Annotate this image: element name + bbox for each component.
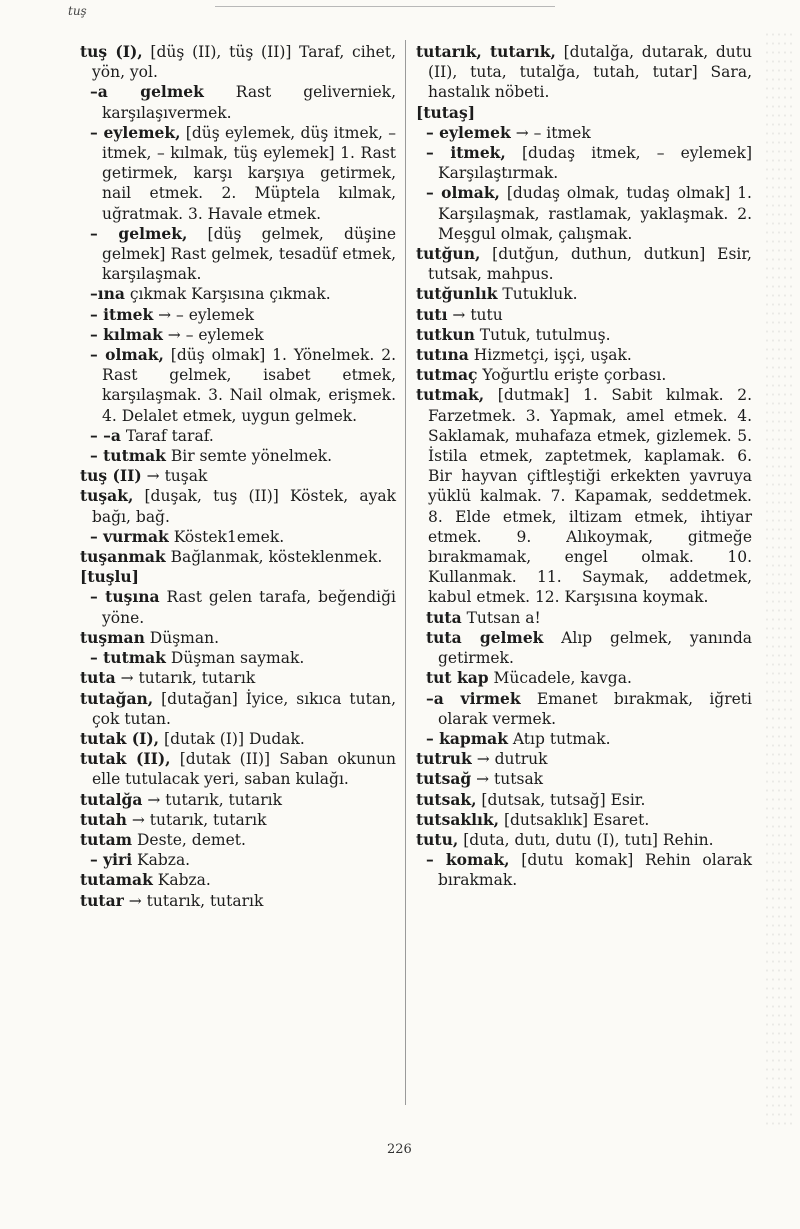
dictionary-entry	[80, 628, 396, 648]
page-number: 226	[387, 1142, 412, 1157]
top-rule	[215, 6, 555, 7]
headword: – tutmak	[90, 648, 166, 668]
headword: tuta gelmek	[426, 627, 544, 647]
dictionary-entry	[416, 810, 752, 830]
headword: – olmak,	[90, 345, 164, 365]
sub-entry	[80, 426, 396, 446]
headword: [tuşlu]	[80, 567, 139, 587]
definition: [duşak, tuş (II)] Köstek, ayak bağı, bağ.	[92, 487, 396, 526]
sub-entry	[416, 729, 752, 749]
definition: [düş (II), tüş (II)] Taraf, cihet, yön, yol.	[92, 43, 396, 82]
sub-entry	[80, 224, 396, 285]
definition: [duta, dutı, dutu (I), tutı] Rehin.	[458, 830, 714, 849]
headword: – –a	[90, 425, 121, 445]
headword: tuşak,	[80, 486, 134, 506]
headword: – kılmak	[90, 324, 163, 344]
headword: tutğunlık	[416, 284, 498, 304]
headword: tutsak,	[416, 789, 477, 809]
column-divider	[405, 40, 406, 1105]
definition: → tutarık, tutarık	[115, 669, 256, 688]
dictionary-entry	[416, 284, 752, 304]
headword: tuş (II)	[80, 466, 142, 486]
headword: – tutmak	[90, 446, 166, 466]
headword: tutmak,	[416, 385, 485, 405]
sub-entry	[416, 608, 752, 628]
sub-entry	[80, 305, 396, 325]
headword: tutam	[80, 829, 133, 849]
sub-entry	[80, 446, 396, 466]
sub-entry	[80, 123, 396, 224]
sub-entry	[416, 850, 752, 890]
dictionary-entry	[416, 385, 752, 607]
definition: [dutak (I)] Dudak.	[159, 729, 305, 748]
definition: Bir semte yönelmek.	[165, 447, 333, 466]
headword: [tutaş]	[416, 102, 476, 122]
headword: tutak (II),	[80, 749, 171, 769]
headword: tutamak	[80, 870, 153, 890]
headword: – gelmek,	[90, 223, 188, 243]
sub-entry	[416, 689, 752, 729]
definition: [düş eylemek, düş itmek, – itmek, – kılmak, tüş eylemek] 1. Rast getirmek, karşı karşıya getirmek, nail etmek. 2. Müptela kılmak, uğratmak. 3. Havale etmek.	[102, 123, 396, 223]
dictionary-entry	[416, 345, 752, 365]
definition: [düş olmak] 1. Yönelmek. 2. Rast gelmek, isabet etmek, karşılaşmak. 3. Nail olmak, erişmek. 4. Delalet etmek, uygun gelmek.	[102, 346, 397, 425]
dictionary-entry	[416, 769, 752, 789]
headword: tuta	[80, 668, 116, 688]
definition: → – itmek	[510, 123, 591, 142]
dictionary-entry	[416, 749, 752, 769]
headword: – tuşına	[90, 587, 160, 607]
definition: [düş gelmek, düşine gelmek] Rast gelmek, tesadüf etmek, karşılaşmak.	[102, 224, 396, 284]
sub-entry	[416, 668, 752, 688]
headword: tutu,	[416, 829, 459, 849]
headword: tutı	[416, 304, 448, 324]
definition: Kabza.	[132, 851, 191, 870]
margin-speckle	[764, 30, 794, 1130]
dictionary-entry	[416, 244, 752, 284]
headword: tutmaç	[416, 365, 478, 385]
definition: [dutalğa, dutarak, dutu (II), tuta, tutalğa, tutah, tutar] Sara, hastalık nöbeti.	[428, 43, 752, 102]
dictionary-entry	[80, 749, 396, 789]
dictionary-entry	[80, 567, 396, 587]
headword: tutruk	[416, 749, 472, 769]
definition: Mücadele, kavga.	[488, 669, 632, 688]
headword: – kapmak	[426, 728, 508, 748]
dictionary-entry	[416, 830, 752, 850]
headword: tutına	[416, 345, 469, 365]
definition: → tutsak	[471, 770, 544, 789]
dictionary-entry	[80, 810, 396, 830]
definition: → tutarık, tutarık	[126, 810, 267, 829]
dictionary-entry	[80, 486, 396, 526]
headword: tutak (I),	[80, 728, 160, 748]
definition: Tutukluk.	[497, 285, 578, 304]
right-column	[416, 42, 752, 891]
dictionary-entry	[80, 729, 396, 749]
headword: tutar	[80, 890, 124, 910]
headword: tutsağ	[416, 769, 472, 789]
headword: – komak,	[426, 850, 510, 870]
sub-entry	[80, 82, 396, 122]
dictionary-entry	[416, 790, 752, 810]
definition: Rast gelen tarafa, beğendiği yöne.	[102, 588, 396, 627]
headword: tutsaklık,	[416, 809, 500, 829]
sub-entry	[416, 123, 752, 143]
left-column	[80, 42, 396, 911]
definition: [dutak (II)] Saban okunun elle tutulacak yeri, saban kulağı.	[92, 750, 396, 789]
headword: – vurmak	[90, 526, 169, 546]
dictionary-entry	[80, 891, 396, 911]
dictionary-entry	[80, 466, 396, 486]
definition: [dutu komak] Rehin olarak bırakmak.	[438, 851, 753, 890]
headword: tutarık, tutarık,	[416, 42, 556, 61]
definition: Emanet bırakmak, iğreti olarak vermek.	[438, 689, 752, 728]
headword: tutğun,	[416, 244, 481, 264]
definition: çıkmak Karşısına çıkmak.	[124, 285, 331, 304]
definition: Hizmetçi, işçi, uşak.	[468, 346, 632, 365]
dictionary-entry	[416, 42, 752, 103]
definition: Yoğurtlu erişte çorbası.	[477, 366, 667, 385]
dictionary-entry	[80, 547, 396, 567]
dictionary-entry	[80, 668, 396, 688]
dictionary-entry	[416, 103, 752, 123]
definition: → tutarık, tutarık	[123, 891, 264, 910]
sub-entry	[80, 284, 396, 304]
definition: → tutarık, tutarık	[142, 790, 282, 809]
dictionary-entry	[416, 305, 752, 325]
definition: Düşman.	[144, 628, 220, 647]
definition: [dutsaklık] Esaret.	[499, 810, 650, 829]
definition: Kabza.	[152, 871, 211, 890]
definition: [dutğun, duthun, dutkun] Esir, tutsak, mahpus.	[428, 245, 752, 284]
dictionary-entry	[416, 365, 752, 385]
headword: – eylemek	[426, 122, 511, 142]
headword: – yiri	[90, 850, 133, 870]
sub-entry	[80, 325, 396, 345]
headword: tuşman	[80, 627, 145, 647]
definition: Tutuk, tutulmuş.	[474, 325, 611, 344]
headword: – itmek	[90, 304, 154, 324]
definition: Köstek1emek.	[168, 527, 285, 546]
sub-entry	[80, 587, 396, 627]
dictionary-entry	[80, 689, 396, 729]
definition: [dudaş itmek, – eylemek] Karşılaştırmak.	[438, 144, 753, 183]
sub-entry	[80, 648, 396, 668]
definition: Alıp gelmek, yanında getirmek.	[438, 628, 752, 668]
running-head: tuş	[68, 4, 87, 18]
definition: → – eylemek	[162, 325, 264, 344]
headword: tuş (I),	[80, 42, 143, 61]
sub-entry	[80, 527, 396, 547]
definition: Taraf taraf.	[120, 426, 214, 445]
sub-entry	[80, 345, 396, 426]
definition: Bağlanmak, kösteklenmek.	[165, 548, 383, 567]
definition: → tuşak	[141, 467, 208, 486]
sub-entry	[416, 143, 752, 183]
sub-entry	[80, 850, 396, 870]
headword: tutah	[80, 809, 127, 829]
definition: [dutmak] 1. Sabit kılmak. 2. Farzetmek. 3. Yapmak, amel etmek. 4. Saklamak, muhafaza etmek, gizlemek. 5. İstila etmek, zaptetmek, kaplamak. 6. Bir hayvan çiftleştiği erkekten yavruya yüklü kalmak. 7. Kapamak, seddetmek. 8. Elde etmek, iltizam etmek, ihtiyar etmek. 9. Alıkoymak, gitmeğe bırakmamak, engel olmak. 10. Kullanmak. 11. Saymak, addetmek, kabul etmek. 12. Karşısına koymak.	[428, 386, 752, 607]
dictionary-entry	[80, 790, 396, 810]
headword: tutalğa	[80, 789, 143, 809]
definition: Rast geliverniek, karşılaşıvermek.	[102, 83, 396, 122]
definition: Tutsan a!	[461, 608, 541, 627]
definition: [dudaş olmak, tudaş olmak] 1. Karşılaşmak, rastlamak, yaklaşmak. 2. Meşgul olmak, çalışmak.	[438, 184, 752, 243]
headword: –a virmek	[426, 688, 521, 708]
dictionary-entry	[80, 830, 396, 850]
definition: → dutruk	[471, 750, 548, 769]
dictionary-entry	[416, 325, 752, 345]
definition: [dutsak, tutsağ] Esir.	[476, 790, 646, 809]
definition: Düşman saymak.	[165, 649, 305, 668]
headword: tut kap	[426, 668, 489, 688]
definition: → tutu	[447, 305, 503, 324]
headword: – olmak,	[426, 183, 500, 203]
headword: –ına	[90, 284, 125, 304]
headword: tutağan,	[80, 688, 154, 708]
headword: –a gelmek	[90, 82, 204, 102]
headword: tuşanmak	[80, 547, 166, 567]
definition: Deste, demet.	[132, 830, 246, 849]
definition: → – eylemek	[153, 305, 255, 324]
definition: Atıp tutmak.	[507, 729, 611, 748]
sub-entry	[416, 628, 752, 668]
sub-entry	[416, 183, 752, 244]
headword: – eylemek,	[90, 122, 181, 142]
dictionary-entry	[80, 42, 396, 82]
dictionary-entry	[80, 870, 396, 890]
headword: tutkun	[416, 324, 475, 344]
definition: [dutağan] İyice, sıkıca tutan, çok tutan.	[92, 689, 396, 728]
headword: tuta	[426, 607, 462, 627]
headword: – itmek,	[426, 143, 506, 163]
